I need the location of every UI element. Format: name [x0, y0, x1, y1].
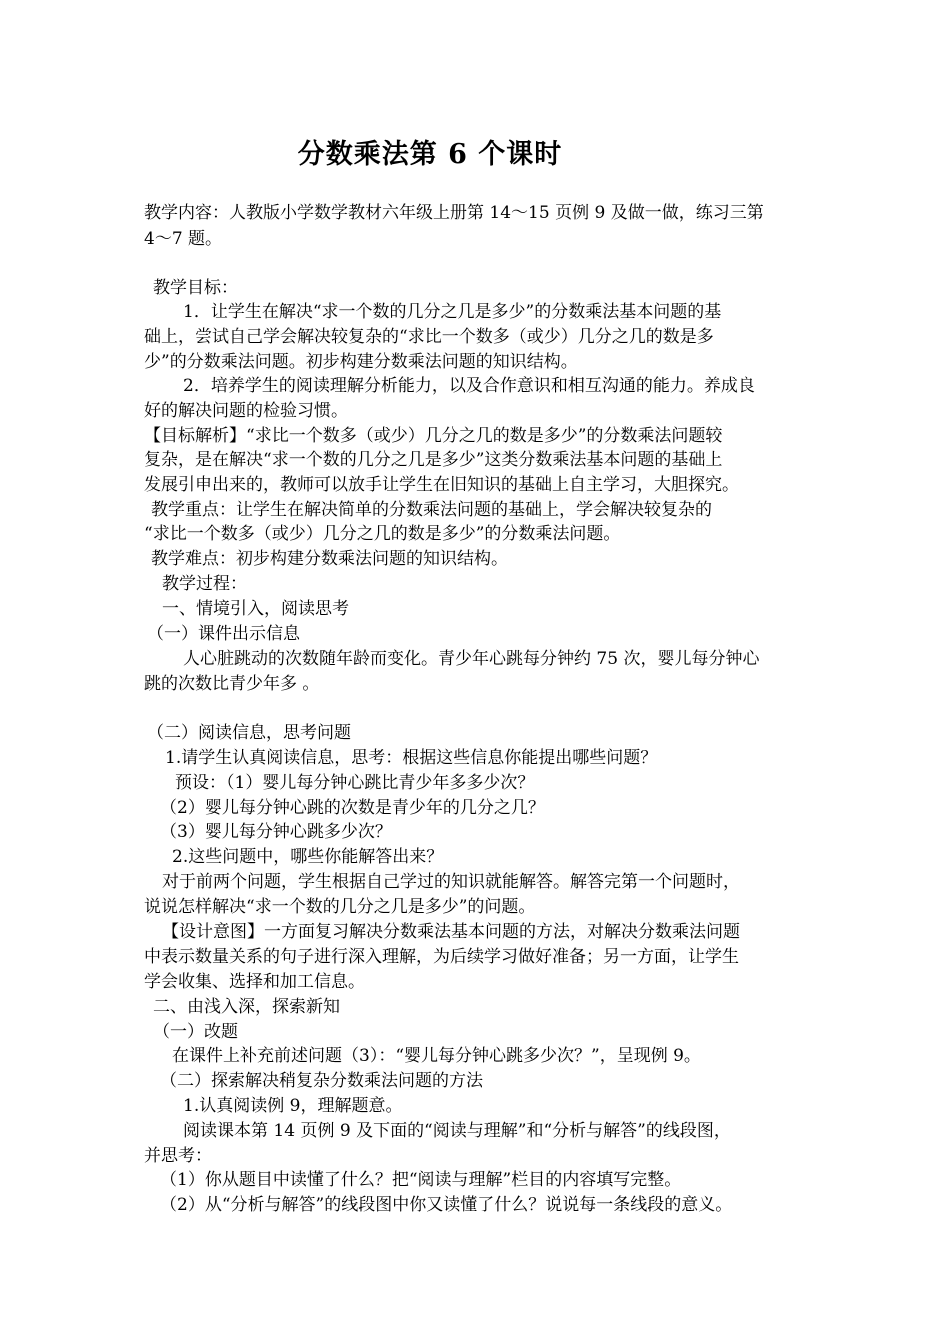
text-line: 阅读课本第 14 页例 9 及下面的“阅读与理解”和“分析与解答”的线段图， [183, 1121, 731, 1141]
text-line: 说说怎样解决“求一个数的几分之几是多少”的问题。 [144, 897, 536, 917]
text-line: 在课件上补充前述问题（3）：“婴儿每分钟心跳多少次？”，呈现例 9。 [172, 1046, 701, 1066]
text-line: （2）婴儿每分钟心跳的次数是青少年的几分之几？ [160, 798, 545, 818]
text-line: 好的解决问题的检验习惯。 [144, 401, 348, 421]
text-line: （2）从“分析与解答”的线段图中你又读懂了什么？说说每一条线段的意义。 [160, 1195, 733, 1215]
text-line: 教学内容：人教版小学数学教材六年级上册第 14～15 页例 9 及做一做，练习三第 [144, 203, 764, 223]
subsection-heading: （一）改题 [153, 1022, 238, 1042]
subsection-heading: （一）课件出示信息 [147, 624, 300, 644]
text-line: 4～7 题。 [144, 229, 223, 249]
text-line: 并思考： [144, 1146, 212, 1166]
text-line: 础上，尝试自己学会解决较复杂的“求比一个数多（或少）几分之几的数是多 [144, 327, 714, 347]
section-label: 教学目标： [153, 278, 238, 298]
section-heading: 二、由浅入深，探索新知 [153, 997, 340, 1017]
text-line: 人心脏跳动的次数随年龄而变化。青少年心跳每分钟约 75 次，婴儿每分钟心 [183, 649, 760, 669]
text-line: 2.这些问题中，哪些你能解答出来？ [172, 847, 444, 867]
text-line: 2．培养学生的阅读理解分析能力，以及合作意识和相互沟通的能力。养成良 [183, 376, 755, 396]
text-line: 复杂，是在解决“求一个数的几分之几是多少”这类分数乘法基本问题的基础上 [144, 450, 723, 470]
text-line: （3）婴儿每分钟心跳多少次？ [160, 822, 392, 842]
section-label: 教学过程： [162, 574, 247, 594]
text-line: 中表示数量关系的句子进行深入理解，为后续学习做好准备；另一方面，让学生 [144, 947, 739, 967]
text-line: “求比一个数多（或少）几分之几的数是多少”的分数乘法问题。 [144, 524, 621, 544]
section-heading: 一、情境引入，阅读思考 [162, 599, 349, 619]
text-line: 对于前两个问题，学生根据自己学过的知识就能解答。解答完第一个问题时， [162, 872, 740, 892]
text-line: （1）你从题目中读懂了什么？把“阅读与理解”栏目的内容填写完整。 [160, 1170, 682, 1190]
subsection-heading: （二）阅读信息，思考问题 [147, 723, 351, 743]
subsection-heading: （二）探索解决稍复杂分数乘法问题的方法 [160, 1071, 483, 1091]
text-line: 【设计意图】一方面复习解决分数乘法基本问题的方法，对解决分数乘法问题 [162, 922, 740, 942]
text-line: 跳的次数比青少年多 。 [144, 674, 320, 694]
text-line: 【目标解析】“求比一个数多（或少）几分之几的数是多少”的分数乘法问题较 [144, 426, 723, 446]
text-line: 教学重点：让学生在解决简单的分数乘法问题的基础上，学会解决较复杂的 [151, 500, 712, 520]
text-line: 发展引申出来的，教师可以放手让学生在旧知识的基础上自主学习，大胆探究。 [144, 475, 739, 495]
page-title: 分数乘法第 6 个课时 [297, 139, 563, 170]
text-line: 学会收集、选择和加工信息。 [144, 972, 365, 992]
text-line: 少”的分数乘法问题。初步构建分数乘法问题的知识结构。 [144, 352, 578, 372]
text-line: 1．让学生在解决“求一个数的几分之几是多少”的分数乘法基本问题的基 [183, 302, 722, 322]
text-line: 1.认真阅读例 9，理解题意。 [183, 1096, 403, 1116]
text-line: 教学难点：初步构建分数乘法问题的知识结构。 [151, 549, 508, 569]
text-line: 预设：（1）婴儿每分钟心跳比青少年多多少次？ [175, 773, 535, 793]
text-line: 1.请学生认真阅读信息，思考：根据这些信息你能提出哪些问题？ [165, 748, 658, 768]
